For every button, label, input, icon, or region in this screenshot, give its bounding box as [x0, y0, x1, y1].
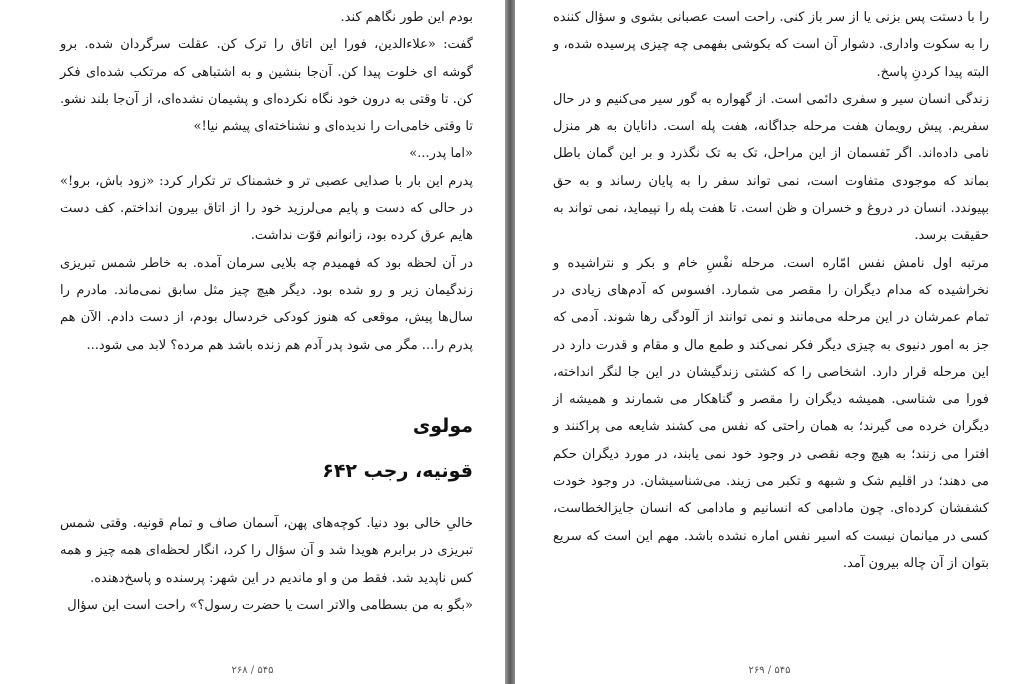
- left-page-bottom-text: [60, 510, 473, 619]
- left-page: [0, 0, 505, 684]
- page-number: ۵۴۵ / ۲۶۹: [748, 665, 791, 676]
- left-page-top-text: [60, 4, 473, 359]
- book-gutter: [505, 0, 515, 684]
- chapter-heading: مولوی: [412, 415, 473, 437]
- paragraph: زندگی انسان سیر و سفری دائمی است. از گهواره به گور سیر می‌کنیم و در حال سفریم. پیش رویمان هفت مرحله جداگانه، هفت پله است. دانایان به هر منزل نامی داده‌اند. اگر نَفسمان از این مراحل، تک به تک نگذرد و بر این گمان باطل بماند که موجودی متفاوت است، نمی تواند سفر را به پایان رساند و به حق بپیوندد. انسان در دروغ و خسران و ظن است. تا هفت پله را نپیماید، نمی تواند به حقیقت برسد.: [553, 91, 989, 244]
- paragraph: در آن لحظه بود که فهمیدم چه بلایی سرمان آمده. به خاطر شمس تبریزی زندگیمان زیر و رو شده بود. دیگر هیچ چیز مثل سابق نمی‌ماند. مادرم را سال‌ها پیش، موقعی که هنوز کودکی خردسال بودم، از دست دادم. الآن هم پدرم را... مگر می شود پدر آدم هم زنده باشد هم مرده؟ لابد می شود...: [60, 255, 473, 353]
- paragraph: «اما پدر...»: [409, 146, 473, 162]
- right-page-text: [553, 4, 989, 577]
- chapter-subheading: قونیه، رجب ۶۴۲: [322, 460, 473, 482]
- paragraph: بودم این طور نگاهم کند.: [340, 10, 473, 25]
- paragraph: پدرم این بار با صدایی عصبی تر و خشمناک تر تکرار کرد: «زود باش، برو!» در حالی که دست و پایم می‌لرزید خود را از اتاق بیرون انداختم. کف دست هایم عرق کرده بود، زانوانم قوّت نداشت.: [60, 173, 473, 244]
- paragraph: مرتبه اول نامش نفس امّاره است. مرحله نفْسِ خام و بکر و نتراشیده و نخراشیده که مدام دیگران را مقصر می شمارد. افسوس که آدم‌های زیادی در تمام عمرشان در این مرحله می‌مانند و نمی توانند از آلودگی رها شوند. آدمی که جز به امور دنیوی به چیزی دیگر فکر نمی‌کند و طمع مال و مقام و قدرت دارد در این مرحله قرار دارد. اشخاصی را که کشتی زندگیشان در این جا لنگر انداخته، فورا می شناسی. همیشه دیگران را مقصر و گناهکار می شمارند و همیشه از دیگران خرده می گیرند؛ به همان راحتی که نفس می کشند شایعه می پراکنند و افترا می زنند؛ به هیچ وجه نقصی در وجود خود نمی یابند، در مورد دیگران حکم می دهند؛ در اقلیم شک و شبهه و تکبر می زیند. می‌شناسیشان. در وجود خودت کشفشان کرده‌ای. چون مادامی که انسانیم و مادامی که انسان جایزالخطاست، کسی در میانمان نیست که اسیر نفس اماره نشده باشد. مهم این است که سریع بتوان از آن چاله بیرون آمد.: [553, 255, 989, 571]
- right-page: [515, 0, 1024, 684]
- paragraph: «بگو به من بسطامی والاتر است یا حضرت رسول؟» راحت است این سؤال: [67, 597, 473, 613]
- page-number: ۵۴۵ / ۲۶۸: [231, 665, 274, 676]
- paragraph: را با دستت پس بزنی یا از سر باز کنی. راحت است عصبانی بشوی و سؤال کننده را به سکوت واداری. دشوار آن است که بکوشی بفهمی چه چیزی پرسیده شده، و البته پیدا کردنِ پاسخ.: [553, 10, 989, 80]
- paragraph: گفت: «علاءالدین، فورا این اتاق را ترک کن. عقلت سرگردان شده. برو گوشه ای خلوت پیدا کن. آن‌جا بنشین و به اشتباهی که مرتکب شده‌ای فکر کن. تا وقتی به درون خود نگاه نکرده‌ای و پشیمان نشده‌ای، از آن‌جا بلند نشو. تا وقتی خامی‌ات را ندیده‌ای و نشناخته‌ای پیشم نیا!»: [60, 37, 473, 135]
- paragraph: خالیِ خالی بود دنیا. کوچه‌های پهن، آسمان صاف و تمام قونیه. وقتی شمس تبریزی در برابرم هویدا شد و آن سؤال را کرد، انگار لحظه‌ای همه چیز و همه کس ناپدید شد. فقط من و او ماندیم در این شهر: پرسنده و پاسخ‌دهنده.: [60, 516, 473, 586]
